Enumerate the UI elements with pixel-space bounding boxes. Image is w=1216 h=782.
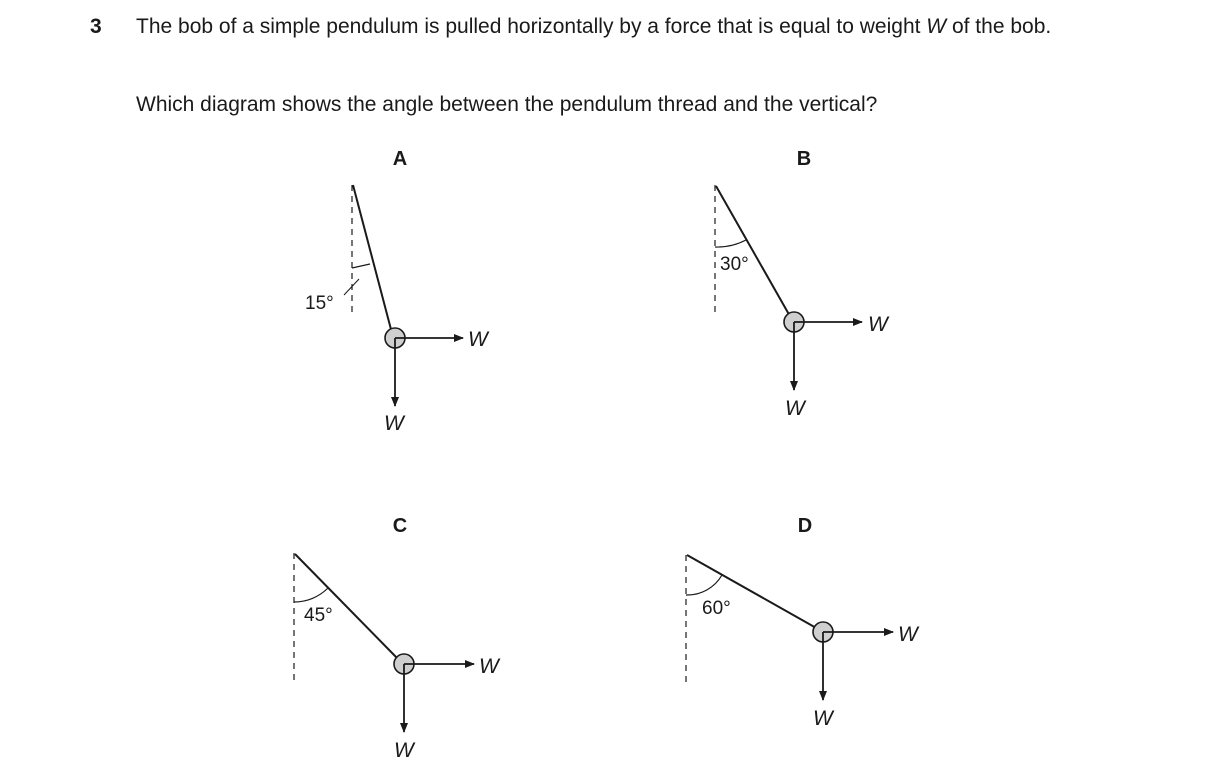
option-d-angle-arc bbox=[686, 575, 722, 595]
option-d-horizontal-force-label: W bbox=[898, 623, 918, 646]
option-a-pendulum-thread bbox=[353, 185, 393, 337]
option-b-label: B bbox=[796, 148, 812, 170]
option-c-label: C bbox=[392, 515, 408, 537]
option-b-weight-label: W bbox=[785, 397, 805, 420]
option-c-horizontal-force-label: W bbox=[479, 655, 499, 678]
option-b-diagram[interactable] bbox=[715, 148, 890, 420]
option-a-horizontal-force-label: W bbox=[468, 328, 488, 351]
question-prompt: Which diagram shows the angle between the pendulum thread and the vertical? bbox=[136, 93, 878, 116]
option-c-angle-arc bbox=[294, 588, 328, 602]
option-b-angle-label: 30° bbox=[720, 254, 749, 275]
option-d-label: D bbox=[797, 515, 813, 537]
option-d-diagram[interactable] bbox=[686, 515, 920, 730]
option-d-angle-label: 60° bbox=[702, 598, 731, 619]
option-c-diagram[interactable] bbox=[294, 515, 501, 762]
option-a-diagram[interactable] bbox=[305, 148, 490, 435]
option-a-label: A bbox=[392, 148, 408, 170]
option-c-weight-label: W bbox=[394, 739, 414, 762]
option-b-pendulum-thread bbox=[716, 186, 791, 318]
question-number: 3 bbox=[90, 15, 102, 38]
stem-weight-symbol: W bbox=[926, 15, 947, 38]
option-c-angle-label: 45° bbox=[304, 605, 333, 626]
stem-text-after: of the bob. bbox=[946, 15, 1052, 38]
option-a-weight-label: W bbox=[384, 412, 404, 435]
option-a-angle-arc bbox=[352, 264, 370, 268]
option-a-angle-leader-line bbox=[344, 279, 359, 295]
stem-text-before: The bob of a simple pendulum is pulled horizontally by a force that is equal to weight bbox=[136, 15, 927, 38]
option-a-angle-label: 15° bbox=[305, 293, 334, 314]
option-b-angle-arc bbox=[715, 240, 746, 247]
option-b-horizontal-force-label: W bbox=[868, 313, 888, 336]
option-d-weight-label: W bbox=[813, 707, 833, 730]
